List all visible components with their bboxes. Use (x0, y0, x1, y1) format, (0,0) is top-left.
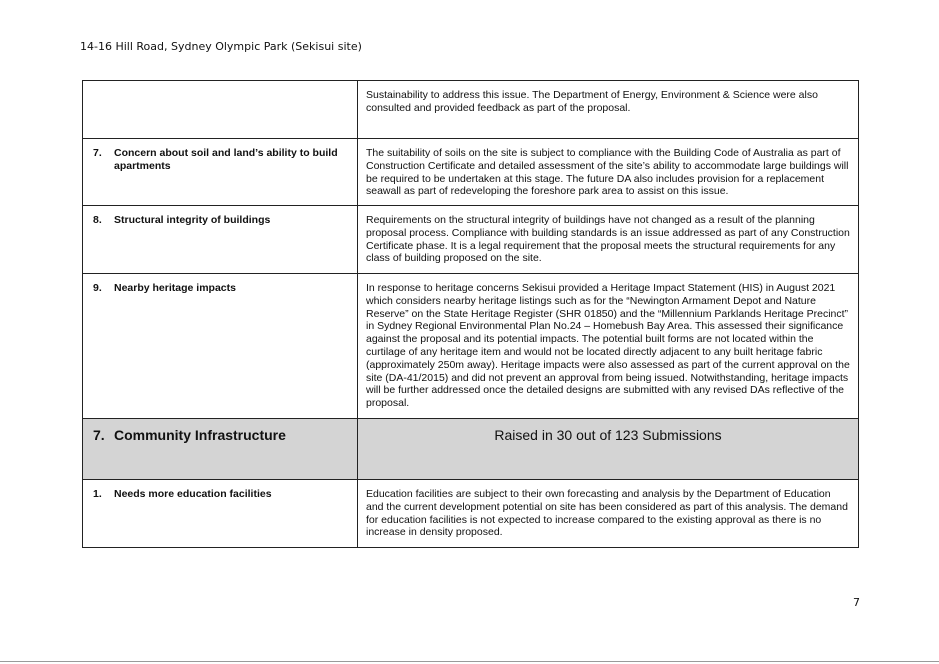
issue-title: Concern about soil and land’s ability to build apartments (114, 147, 338, 172)
response-cell: Education facilities are subject to their own forecasting and analysis by the Department of Education and the current development potential on site has been considered as part of this analysis. The demand for education facilities is not expected to increase compared to the existing approval as there is no increase in density proposed. (358, 480, 859, 548)
issue-cell (83, 139, 358, 206)
table-row (83, 206, 859, 274)
issue-title: Structural integrity of buildings (114, 214, 271, 226)
issue-number: 8. (93, 214, 102, 226)
issue-number: 7. (93, 147, 102, 159)
issue-cell (83, 274, 358, 419)
response-cell: The suitability of soils on the site is subject to compliance with the Building Code of Australia as part of Construction Certificate and detailed assessment of the site’s ability to accommodate large buildings will be required to be undertaken at this stage. The future DA also includes provision for a replacement seawall as part of redeveloping the foreshore park area to assist on this issue. (358, 139, 859, 206)
response-cell: In response to heritage concerns Sekisui provided a Heritage Impact Statement (HIS) in August 2021 which considers nearby heritage listings such as for the “Newington Armament Depot and Nature Reserve” on the State Heritage Register (SHR 01850) and the “Millennium Parklands Heritage Precinct” in Sydney Regional Environmental Plan No.24 – Homebush Bay Area. This assessed their significance against the proposal and its potential impacts. The potential built forms are not located within the curtilage of any heritage item and would not be located directly adjacent to any built heritage fabric (approximately 250m away). Heritage impacts were also assessed as part of the current approval on the site (DA-41/2015) and did not prevent an approval from being issued. Notwithstanding, heritage impacts will be further addressed once the detailed designs are submitted with any revised DAs reflective of the proposal. (358, 274, 859, 419)
section-number: 7. (93, 427, 105, 443)
submissions-response-table (82, 80, 859, 548)
issue-number: 1. (93, 488, 102, 500)
table-row (83, 81, 859, 139)
document-header: 14-16 Hill Road, Sydney Olympic Park (Sekisui site) (80, 40, 362, 53)
table-row (83, 139, 859, 206)
issue-cell (83, 81, 358, 139)
section-title-cell (83, 419, 358, 480)
issue-title: Nearby heritage impacts (114, 282, 236, 294)
issue-cell (83, 480, 358, 548)
page-number: 7 (853, 596, 860, 609)
issue-title: Needs more education facilities (114, 488, 272, 500)
issue-number: 9. (93, 282, 102, 294)
table-row (83, 480, 859, 548)
section-submissions-count: Raised in 30 out of 123 Submissions (358, 419, 859, 480)
table-row (83, 274, 859, 419)
response-cell: Requirements on the structural integrity of buildings have not changed as a result of the planning proposal process. Compliance with building standards is an issue addressed as part of any Construction Certificate phase. It is a legal requirement that the proposal meets the structural requirements for any class of building proposed on the site. (358, 206, 859, 274)
section-header-row (83, 419, 859, 480)
response-cell: Sustainability to address this issue. The Department of Energy, Environment & Science were also consulted and provided feedback as part of the proposal. (358, 81, 859, 139)
section-title: Community Infrastructure (114, 427, 286, 443)
issue-cell (83, 206, 358, 274)
page-divider (0, 661, 939, 662)
